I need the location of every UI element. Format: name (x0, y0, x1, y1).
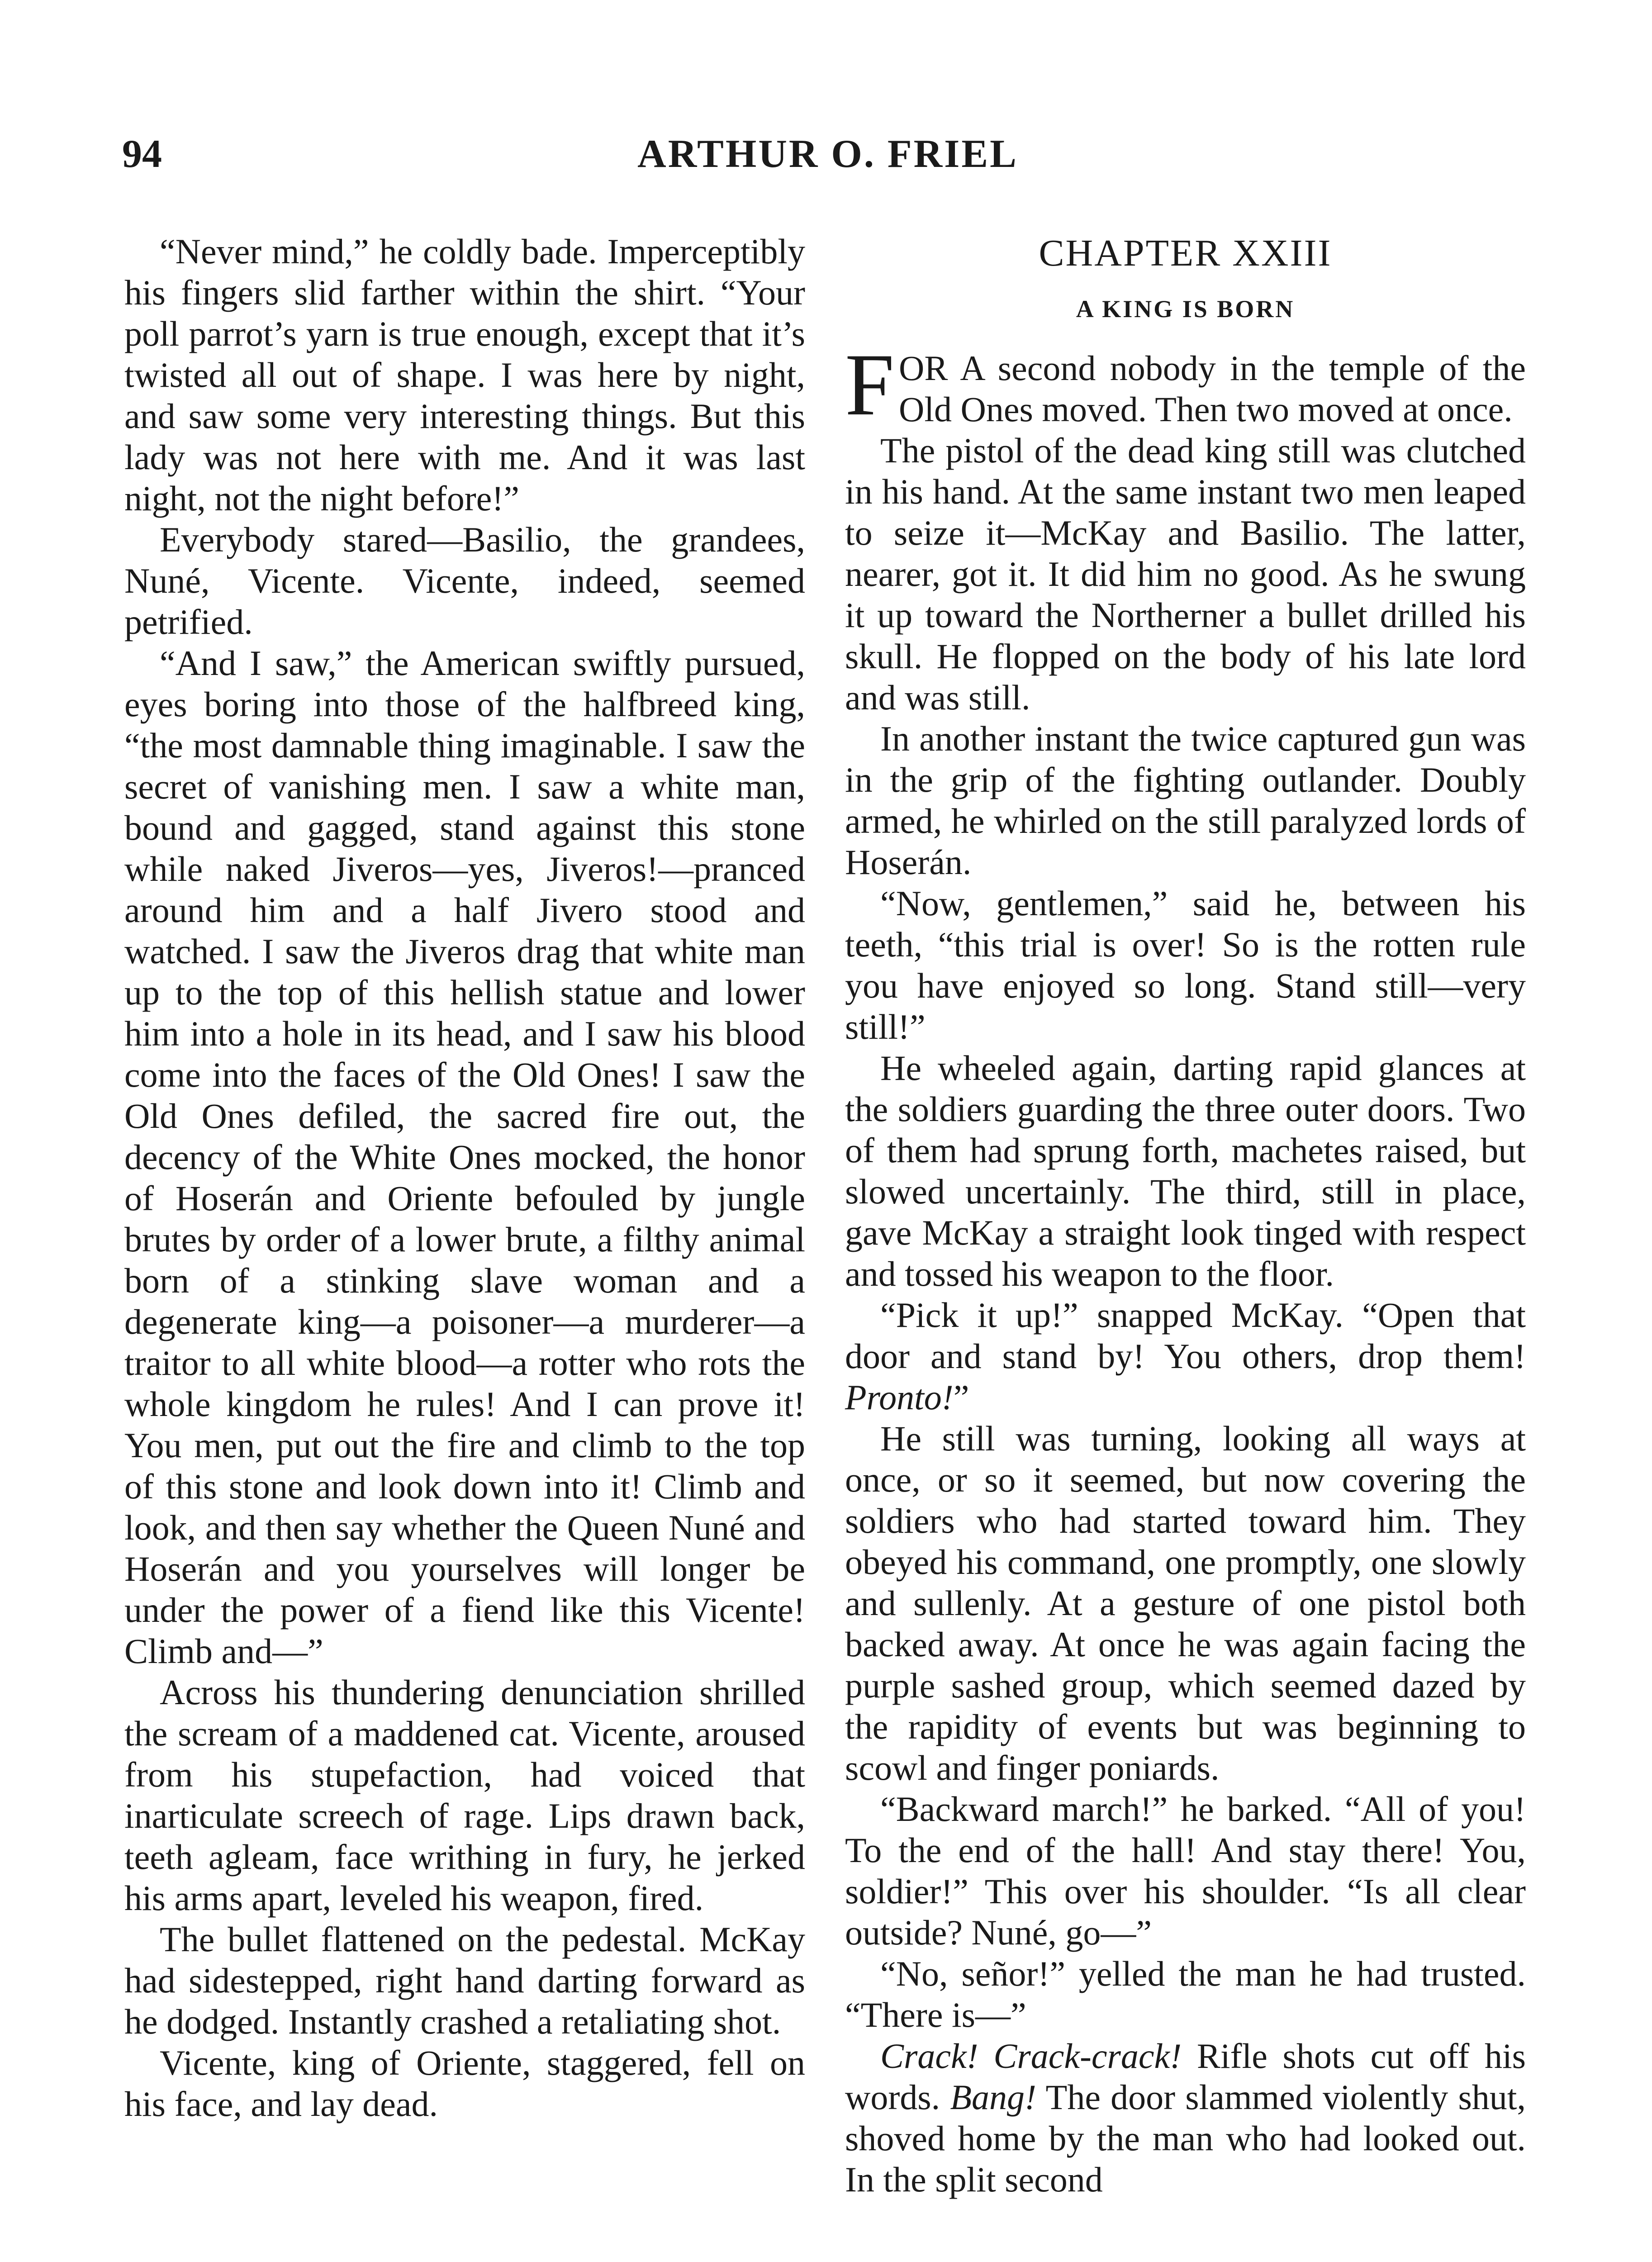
paragraph-text: “Pick it up!” snapped McKay. “Open that door and stand by! You others, drop them! (845, 1295, 1526, 1376)
right-column (845, 231, 1526, 2200)
paragraph (845, 2035, 1526, 2200)
paragraph: In another instant the twice captured gun was in the grip of the fighting outlander. Doubly armed, he whirled on the still paralyzed lords of Hoserán. (845, 719, 1526, 882)
page-number: 94 (122, 132, 162, 176)
left-column (124, 231, 805, 2124)
paragraph: Vicente, king of Oriente, staggered, fell on his face, and lay dead. (124, 2043, 805, 2124)
chapter-subtitle: A KING IS BORN (1076, 295, 1295, 323)
paragraph: “No, señor!” yelled the man he had trusted. “There is—” (845, 1954, 1526, 2034)
italic-text: Pronto! (845, 1378, 954, 1417)
paragraph: He still was turning, looking all ways at once, or so it seemed, but now covering the soldiers who had started toward him. They obeyed his command, one promptly, one slowly and sullenly. At a gesture of one pistol both backed away. At once he was again facing the purple sashed group, which seemed dazed by the rapidity of events but was beginning to scowl and finger poniards. (845, 1419, 1526, 1787)
paragraph-text: The door slammed violently shut, shoved home by the man who had looked out. In the split second (845, 2077, 1526, 2199)
paragraph: “Never mind,” he coldly bade. Imperceptibly his fingers slid farther within the shirt. “Your poll parrot’s yarn is true enough, except that it’s twisted all out of shape. I was here by night, and saw some very interesting things. But this lady was not here with me. And it was last night, not the night before!” (124, 232, 805, 518)
paragraph: The bullet flattened on the pedestal. McKay had sidestepped, right hand darting forward as he dodged. Instantly crashed a retaliating shot. (124, 1920, 805, 2041)
paragraph: Across his thundering denunciation shrilled the scream of a maddened cat. Vicente, aroused from his stupefaction, had voiced that inarticulate screech of rage. Lips drawn back, teeth agleam, face writhing in fury, he jerked his arms apart, leveled his weapon, fired. (124, 1673, 805, 1918)
page-header (122, 131, 1533, 199)
paragraph: The pistol of the dead king still was clutched in his hand. At the same instant two men leaped to seize it—McKay and Basilio. The latter, nearer, got it. It did him no good. As he swung it up toward the Northerner a bullet drilled his skull. He flopped on the body of his late lord and was still. (845, 431, 1526, 717)
opening-text: A second nobody in the temple of the Old Ones moved. Then two moved at once. (899, 348, 1526, 429)
chapter-title: CHAPTER XXIII (1039, 232, 1332, 274)
italic-text: Crack! Crack-crack! (880, 2036, 1182, 2076)
lead-caps: OR (899, 348, 948, 388)
paragraph-text: Rifle shots cut off his words. (845, 2036, 1526, 2117)
paragraph: “Backward march!” he barked. “All of you! To the end of the hall! And stay there! You, soldier!” This over his shoulder. “Is all clear outside? Nuné, go—” (845, 1789, 1526, 1952)
paragraph: “And I saw,” the American swiftly pursued, eyes boring into those of the halfbreed king, “the most damnable thing imaginable. I saw the secret of vanishing men. I saw a white man, bound and gagged, stand against this stone while naked Jiveros—yes, Jiveros!—pranced around him and a half Jivero stood and watched. I saw the Jiveros drag that white man up to the top of this hellish statue and lower him into a hole in its head, and I saw his blood come into the faces of the Old Ones! I saw the Old Ones defiled, the sacred fire out, the decency of the White Ones mocked, the honor of Hoserán and Oriente befouled by jungle brutes by order of a lower brute, a filthy animal born of a stinking slave woman and a degenerate king—a poisoner—a murderer—a traitor to all white blood—a rotter who rots the whole kingdom he rules! And I can prove it! You men, put out the fire and climb to the top of this stone and look down into it! Climb and look, and then say whether the Queen Nuné and Hoserán and you yourselves will longer be under the power of a fiend like this Vicente! Climb and—” (124, 643, 805, 1671)
paragraph: Everybody stared—Basilio, the grandees, Nuné, Vicente. Vicente, indeed, seemed petrified. (124, 520, 805, 642)
paragraph: “Now, gentlemen,” said he, between his teeth, “this trial is over! So is the rotten rule you have enjoyed so long. Stand still—very still!” (845, 884, 1526, 1046)
paragraph-text: ” (953, 1378, 969, 1417)
running-head: ARTHUR O. FRIEL (637, 132, 1018, 176)
italic-text: Bang! (950, 2077, 1036, 2117)
paragraph: He wheeled again, darting rapid glances at the soldiers guarding the three outer doors. Two of them had sprung forth, machetes raised, but slowed uncertainly. The third, still in place, gave McKay a straight look tinged with respect and tossed his weapon to the floor. (845, 1048, 1526, 1293)
chapter-opening-paragraph (845, 336, 1526, 434)
drop-cap: F (845, 336, 895, 434)
paragraph (845, 1294, 1526, 1418)
